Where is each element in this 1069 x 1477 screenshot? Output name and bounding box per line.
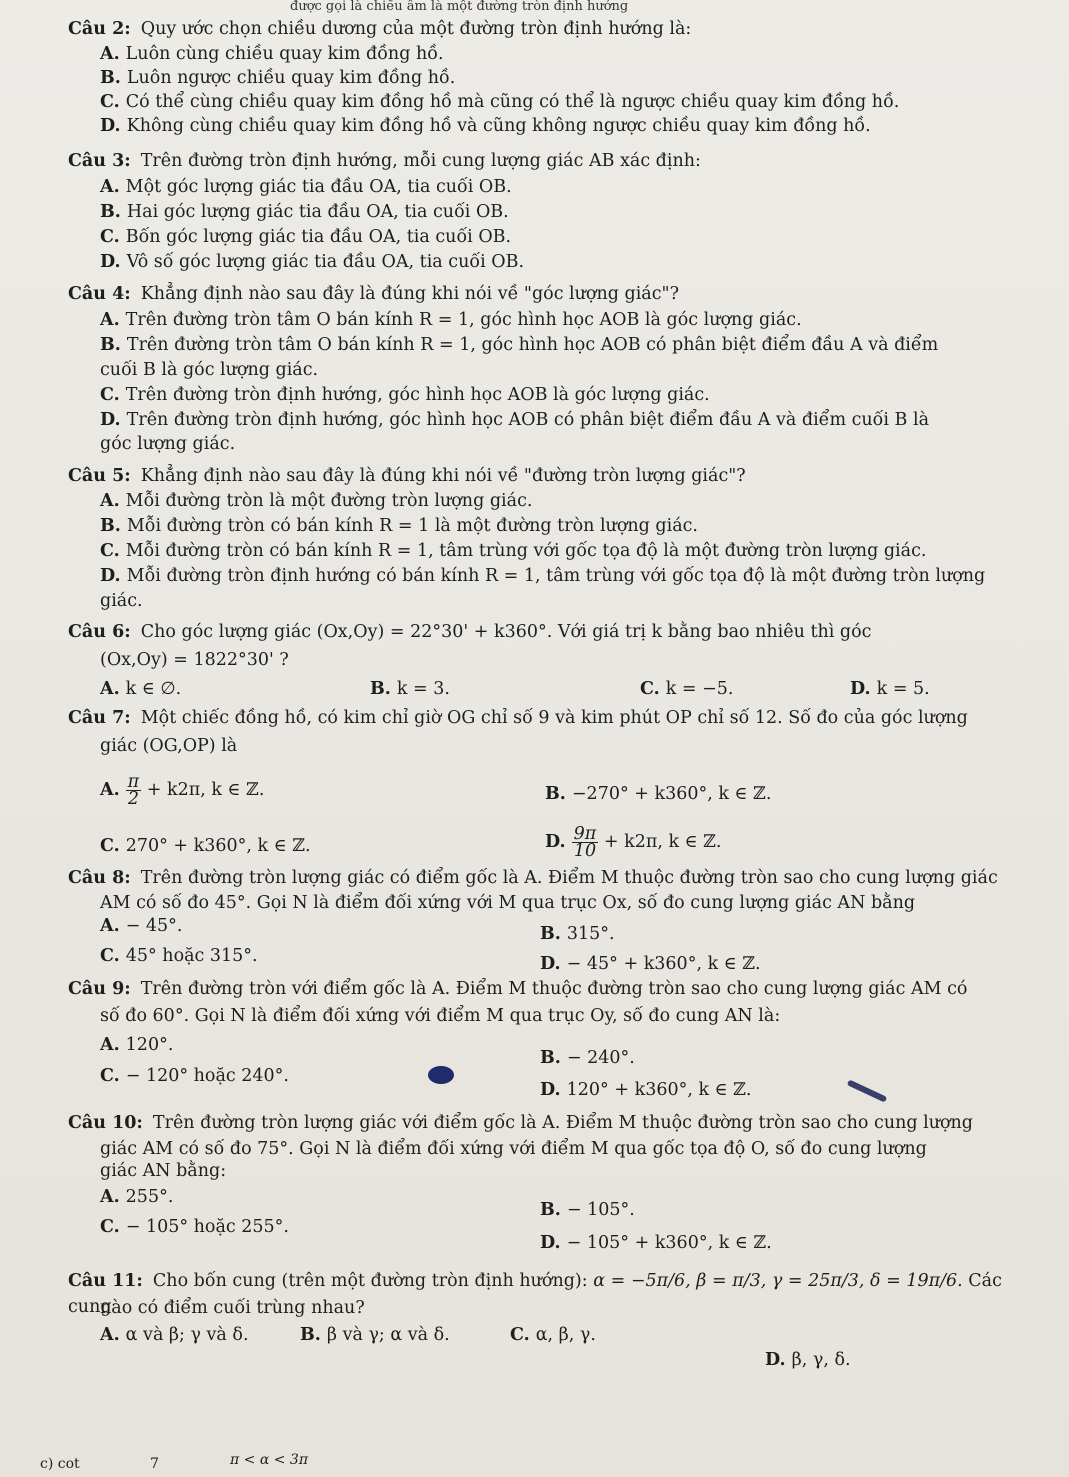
q11-arcs-expression: α = −5π/6, β = π/3, γ = 25π/3, δ = 19π/6 bbox=[593, 1271, 958, 1291]
q9-option-d: D. 120° + k360°, k ∈ ℤ. bbox=[540, 1080, 752, 1100]
q4-option-d: D. Trên đường tròn định hướng, góc hình học AOB có phân biệt điểm đầu A và điểm cuối B là bbox=[100, 410, 929, 430]
q8-option-d: D. − 45° + k360°, k ∈ ℤ. bbox=[540, 954, 761, 974]
q11-stem-line-2: nào có điểm cuối trùng nhau? bbox=[100, 1298, 365, 1318]
question-5-stem: Câu 5: Khẳng định nào sau đây là đúng khi nói về "đường tròn lượng giác"? bbox=[68, 466, 746, 486]
question-8-stem: Câu 8: Trên đường tròn lượng giác có điểm gốc là A. Điểm M thuộc đường tròn sao cho cung lượng giác bbox=[68, 868, 998, 888]
question-3-stem: Câu 3: Trên đường tròn định hướng, mỗi cung lượng giác AB xác định: bbox=[68, 151, 701, 171]
q3-option-a: A. Một góc lượng giác tia đầu OA, tia cuối OB. bbox=[100, 177, 512, 197]
q4-option-c: C. Trên đường tròn định hướng, góc hình học AOB là góc lượng giác. bbox=[100, 385, 710, 405]
q10-option-d: D. − 105° + k360°, k ∈ ℤ. bbox=[540, 1233, 772, 1253]
bottom-fragment-right: π < α < 3π bbox=[230, 1452, 309, 1468]
q2-option-d: D. Không cùng chiều quay kim đồng hồ và cũng không ngược chiều quay kim đồng hồ. bbox=[100, 116, 871, 136]
q2-option-a: A. Luôn cùng chiều quay kim đồng hồ. bbox=[100, 44, 444, 64]
q7-option-b: B. −270° + k360°, k ∈ ℤ. bbox=[545, 784, 772, 804]
q7-option-c: C. 270° + k360°, k ∈ ℤ. bbox=[100, 836, 311, 856]
ink-blot bbox=[428, 1066, 454, 1084]
q7-stem-line-2: giác (OG,OP) là bbox=[100, 736, 238, 756]
ink-streak bbox=[847, 1079, 888, 1102]
q7-option-a: A. $\frac{\pi}{2}$ + k2π, k ∈ ℤ. bbox=[100, 772, 265, 809]
q11-option-c: C. α, β, γ. bbox=[510, 1325, 596, 1345]
q8-option-c: C. 45° hoặc 315°. bbox=[100, 946, 258, 966]
question-11-stem: Câu 11: Cho bốn cung (trên một đường tròn định hướng): α = −5π/6, β = π/3, γ = 25π/3, δ = 19π/6. Các cung bbox=[68, 1271, 1002, 1317]
q9-option-c: C. − 120° hoặc 240°. bbox=[100, 1066, 289, 1086]
q2-option-c: C. Có thể cùng chiều quay kim đồng hồ mà cũng có thể là ngược chiều quay kim đồng hồ. bbox=[100, 92, 900, 112]
q11-option-b: B. β và γ; α và δ. bbox=[300, 1325, 450, 1345]
q6-option-b: B. k = 3. bbox=[370, 679, 450, 699]
question-4-stem: Câu 4: Khẳng định nào sau đây là đúng khi nói về "góc lượng giác"? bbox=[68, 284, 679, 304]
q7-option-d: D. $\frac{9\pi}{10}$ + k2π, k ∈ ℤ. bbox=[545, 824, 722, 861]
q6-option-c: C. k = −5. bbox=[640, 679, 734, 699]
bottom-fragment-left: c) cot bbox=[40, 1456, 80, 1472]
question-7-stem: Câu 7: Một chiếc đồng hồ, có kim chỉ giờ OG chỉ số 9 và kim phút OP chỉ số 12. Số đo của góc lượng bbox=[68, 708, 968, 728]
bottom-fragment-mid: 7 bbox=[150, 1456, 159, 1472]
q5-option-d: D. Mỗi đường tròn định hướng có bán kính R = 1, tâm trùng với gốc tọa độ là một đường tròn lượng bbox=[100, 566, 986, 586]
q8-option-b: B. 315°. bbox=[540, 924, 615, 944]
q10-stem-line-2: giác AM có số đo 75°. Gọi N là điểm đối xứng với điểm M qua gốc tọa độ O, số đo cung lượng bbox=[100, 1139, 927, 1159]
q5-option-a: A. Mỗi đường tròn là một đường tròn lượng giác. bbox=[100, 491, 533, 511]
q5-option-c: C. Mỗi đường tròn có bán kính R = 1, tâm trùng với gốc tọa độ là một đường tròn lượng giác. bbox=[100, 541, 927, 561]
q9-option-a: A. 120°. bbox=[100, 1035, 174, 1055]
q10-option-c: C. − 105° hoặc 255°. bbox=[100, 1217, 289, 1237]
q9-option-b: B. − 240°. bbox=[540, 1048, 635, 1068]
q4-option-b-cont: cuối B là góc lượng giác. bbox=[100, 360, 319, 380]
question-9-stem: Câu 9: Trên đường tròn với điểm gốc là A. Điểm M thuộc đường tròn sao cho cung lượng giác AM có bbox=[68, 979, 968, 999]
q11-option-d: D. β, γ, δ. bbox=[765, 1350, 851, 1370]
q10-stem-line-3: giác AN bằng: bbox=[100, 1161, 227, 1181]
q10-option-b: B. − 105°. bbox=[540, 1200, 635, 1220]
q6-option-d: D. k = 5. bbox=[850, 679, 930, 699]
q2-option-b: B. Luôn ngược chiều quay kim đồng hồ. bbox=[100, 68, 456, 88]
q11-option-a: A. α và β; γ và δ. bbox=[100, 1325, 249, 1345]
q5-option-b: B. Mỗi đường tròn có bán kính R = 1 là một đường tròn lượng giác. bbox=[100, 516, 698, 536]
q6-stem-line-2: (Ox,Oy) = 1822°30' ? bbox=[100, 650, 289, 670]
q4-option-a: A. Trên đường tròn tâm O bán kính R = 1, góc hình học AOB là góc lượng giác. bbox=[100, 310, 802, 330]
q9-stem-line-2: số đo 60°. Gọi N là điểm đối xứng với điểm M qua trục Oy, số đo cung AN là: bbox=[100, 1006, 781, 1026]
cut-off-header-line: được gọi là chiều âm là một đường tròn định hướng bbox=[290, 0, 629, 14]
q4-option-d-cont: góc lượng giác. bbox=[100, 434, 236, 454]
q8-stem-line-2: AM có số đo 45°. Gọi N là điểm đối xứng với M qua trục Ox, số đo cung lượng giác AN bằng bbox=[100, 893, 916, 913]
q5-option-d-cont: giác. bbox=[100, 591, 143, 611]
question-2-stem: Câu 2: Quy ước chọn chiều dương của một đường tròn định hướng là: bbox=[68, 19, 692, 39]
q4-option-b: B. Trên đường tròn tâm O bán kính R = 1, góc hình học AOB có phân biệt điểm đầu A và điểm bbox=[100, 335, 939, 355]
q8-option-a: A. − 45°. bbox=[100, 916, 183, 936]
question-10-stem: Câu 10: Trên đường tròn lượng giác với điểm gốc là A. Điểm M thuộc đường tròn sao cho cung lượng bbox=[68, 1113, 973, 1133]
q3-option-c: C. Bốn góc lượng giác tia đầu OA, tia cuối OB. bbox=[100, 227, 512, 247]
q10-option-a: A. 255°. bbox=[100, 1187, 174, 1207]
q3-option-b: B. Hai góc lượng giác tia đầu OA, tia cuối OB. bbox=[100, 202, 509, 222]
q6-option-a: A. k ∈ ∅. bbox=[100, 679, 182, 699]
q3-option-d: D. Vô số góc lượng giác tia đầu OA, tia cuối OB. bbox=[100, 252, 525, 272]
question-6-stem: Câu 6: Cho góc lượng giác (Ox,Oy) = 22°30' + k360°. Với giá trị k bằng bao nhiêu thì góc bbox=[68, 622, 872, 642]
